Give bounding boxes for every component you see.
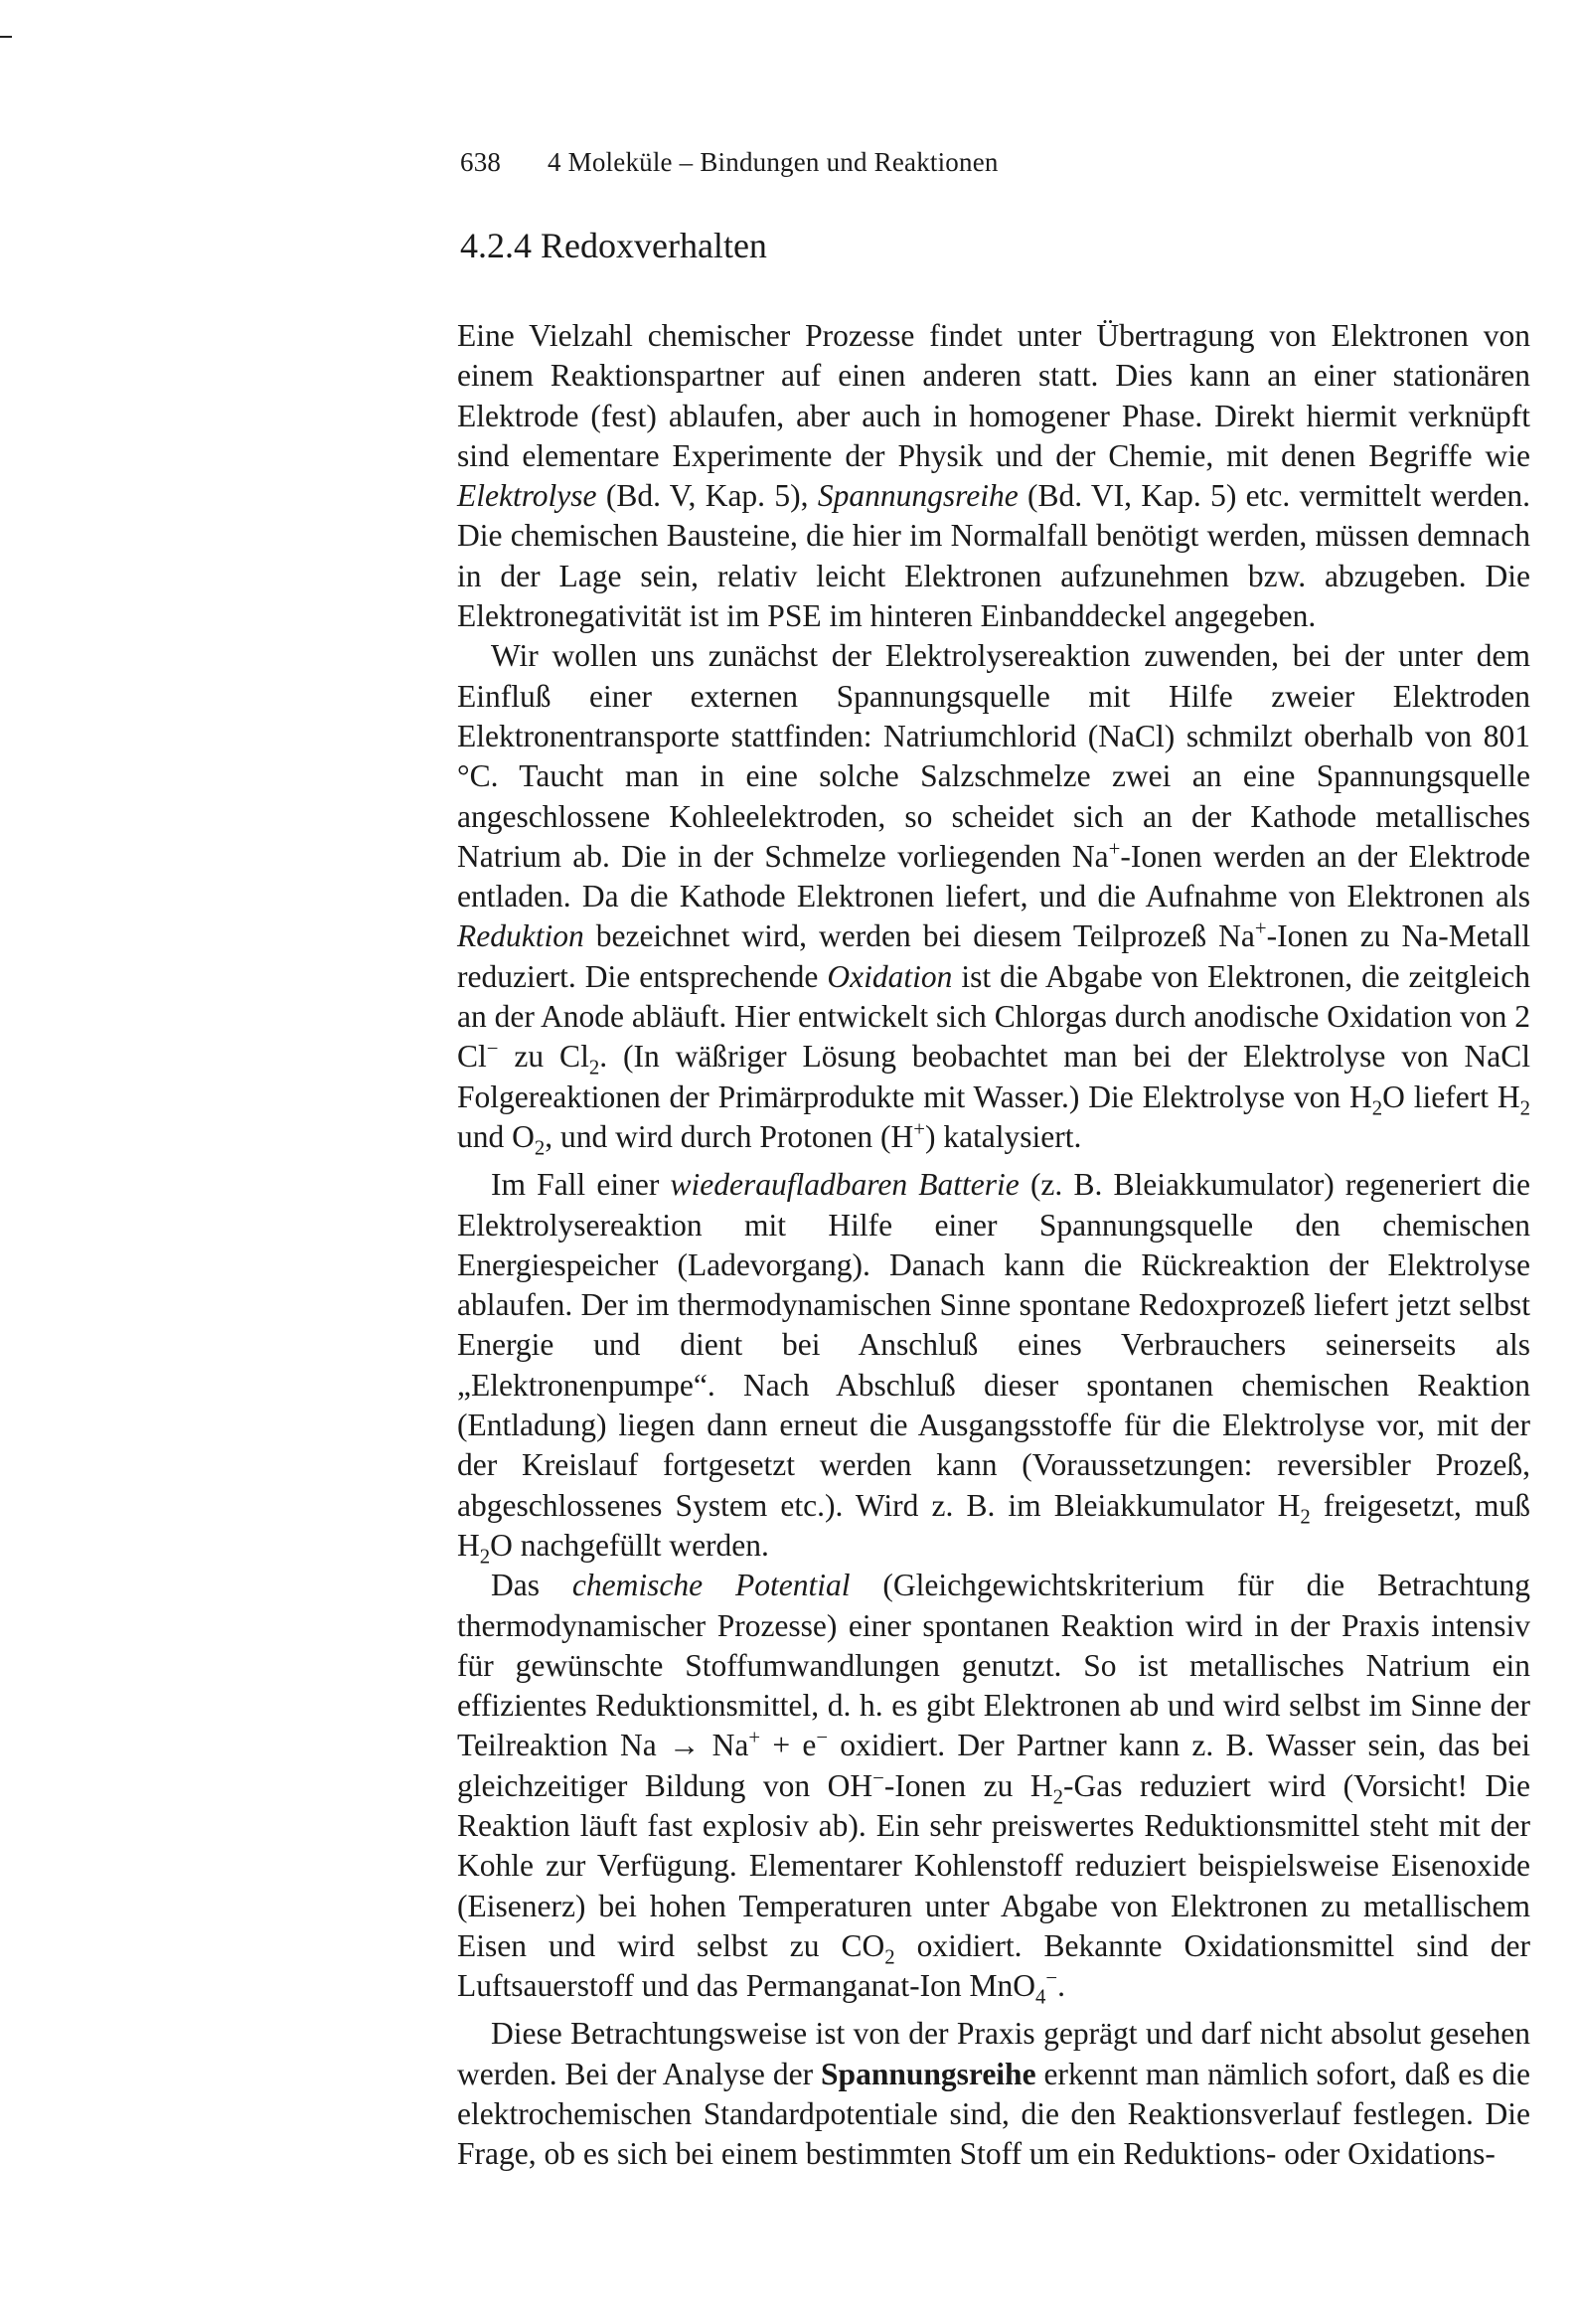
- term-elektrolyse: Elektrolyse: [457, 478, 597, 514]
- chapter-title: 4 Moleküle – Bindungen und Reaktionen: [548, 147, 999, 177]
- paragraph-1: Eine Vielzahl chemischer Prozesse findet unter Übertragung von Elektronen von einem Reaktionspartner auf einen anderen statt. Dies kann an einer stationären Elektrode (fest) ablaufen, aber auch in homogener Phase. Direkt hiermit verknüpft sind elementare Experimente der Physik und der Chemie, mit denen Begriffe wie Elektrolyse (Bd. V, Kap. 5), Spannungsreihe (Bd. VI, Kap. 5) etc. vermittelt werden. Die chemischen Bausteine, die hier im Normalfall benötigt werden, müssen demnach in der Lage sein, relativ leicht Elektronen aufzunehmen bzw. abzugeben. Die Elektronegativität ist im PSE im hinteren Einbanddeckel angegeben.: [457, 318, 1530, 634]
- section-heading: 4.2.4 Redoxverhalten: [460, 226, 767, 265]
- page-number: 638: [460, 147, 502, 177]
- term-oxidation: Oxidation: [827, 958, 953, 994]
- running-header: [460, 147, 999, 178]
- term-wiederaufladbare-batterie: wiederaufladbaren Batterie: [670, 1167, 1020, 1203]
- term-spannungsreihe-bold: Spannungsreihe: [821, 2056, 1036, 2091]
- paragraph-5: Diese Betrachtungsweise ist von der Praxis geprägt und darf nicht absolut gesehen werden. Bei der Analyse der Spannungsreihe erkennt man nämlich sofort, daß es die elektrochemischen Standardpotentiale sind, die den Reaktionsverlauf festlegen. Die Frage, ob es sich bei einem bestimmten Stoff um ein Reduktions- oder Oxidations-: [457, 2016, 1530, 2172]
- paragraph-3: Im Fall einer wiederaufladbaren Batterie (z. B. Bleiakkumulator) regeneriert die Elektrolysereaktion mit Hilfe einer Spannungsquelle den chemischen Energiespeicher (Ladevorgang). Danach kann die Rückreaktion der Elektrolyse ablaufen. Der im thermodynamischen Sinne spontane Redoxprozeß liefert jetzt selbst Energie und dient bei Anschluß eines Verbrauchers seinerseits als „Elektronenpumpe“. Nach Abschluß dieser spontanen chemischen Reaktion (Entladung) liegen dann erneut die Ausgangsstoffe für die Elektrolyse vor, mit der der Kreislauf fortgesetzt werden kann (Voraussetzungen: reversibler Prozeß, abgeschlossenes System etc.). Wird z. B. im Bleiakkumulator $H_2$ freigesetzt, muß $H_2O$ nachgefüllt werden.: [457, 1167, 1531, 1569]
- scan-edge-mark: [0, 36, 12, 38]
- term-chemisches-potential: chemische Potential: [571, 1568, 851, 1603]
- body-text: [457, 316, 1530, 2175]
- paragraph-2: Wir wollen uns zunächst der Elektrolysereaktion zuwenden, bei der unter dem Einfluß einer externen Spannungsquelle mit Hilfe zweier Elektroden Elektronentransporte stattfinden: Natriumchlorid (NaCl) schmilzt oberhalb von 801 °C. Taucht man in eine solche Salzschmelze zwei an eine Spannungsquelle angeschlossene Kohleelektroden, so scheidet sich an der Kathode metallisches Natrium ab. Die in der Schmelze vorliegenden Na+-Ionen werden an der Elektrode entladen. Da die Kathode Elektronen liefert, und die Aufnahme von Elektronen als Reduktion bezeichnet wird, werden bei diesem Teilprozeß Na+-Ionen zu Na-Metall reduziert. Die entsprechende Oxidation ist die Abgabe von Elektronen, die zeitgleich an der Anode abläuft. Hier entwickelt sich Chlorgas durch anodische Oxidation von 2 Cl− zu $Cl_2$. (In wäßriger Lösung beobachtet man bei der Elektrolyse von NaCl Folgereaktionen der Primärprodukte mit Wasser.) Die Elektrolyse von $H_2O$ liefert $H_2$ und $O_2$, und wird durch Protonen (H+) katalysiert.: [457, 638, 1530, 1160]
- paragraph-4: Das chemische Potential (Gleichgewichtskriterium für die Betrachtung thermodynamischer Prozesse) einer spontanen Reaktion wird in der Praxis intensiv für gewünschte Stoffumwandlungen genutzt. So ist metallisches Natrium ein effizientes Reduktionsmittel, d. h. es gibt Elektronen ab und wird selbst im Sinne der Teilreaktion Na → Na+ + e− oxidiert. Der Partner kann z. B. Wasser sein, das bei gleichzeitiger Bildung von OH−-Ionen zu $H_2$-Gas reduziert wird (Vorsicht! Die Reaktion läuft fast explosiv ab). Ein sehr preiswertes Reduktionsmittel steht mit der Kohle zur Verfügung. Elementarer Kohlenstoff reduziert beispielsweise Eisenoxide (Eisenerz) bei hohen Temperaturen unter Abgabe von Elektronen zu metallischem Eisen und wird selbst zu $CO_2$ oxidiert. Bekannte Oxidationsmittel sind der Luftsauerstoff und das Permanganat-Ion MnO$_4$−.: [457, 1568, 1530, 2009]
- term-spannungsreihe: Spannungsreihe: [817, 478, 1019, 514]
- term-reduktion: Reduktion: [457, 918, 584, 954]
